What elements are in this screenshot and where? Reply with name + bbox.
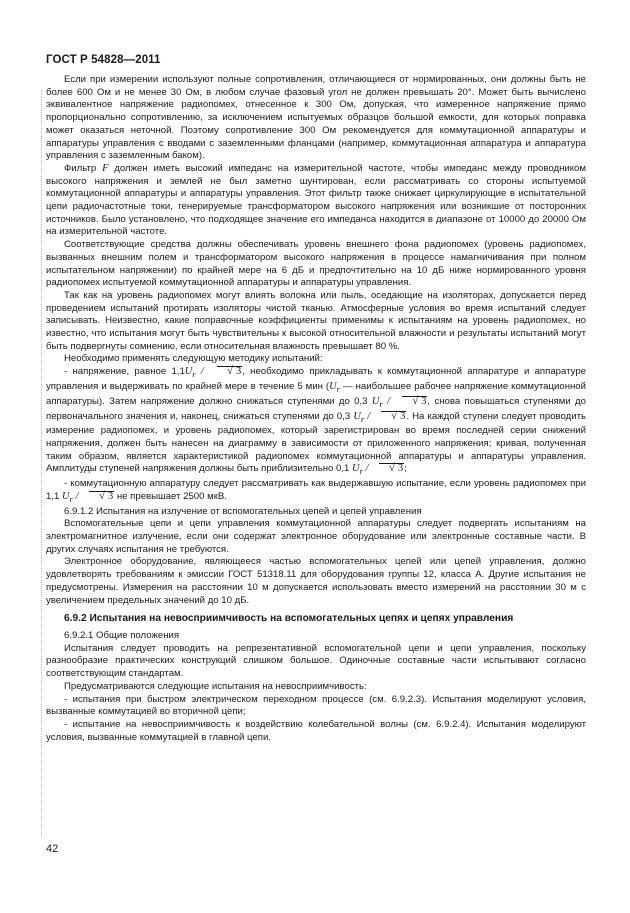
subclause-6-9-2-1: 6.9.2.1 Общие положения	[64, 630, 180, 641]
formula-ur-sqrt3: $U_r$ / √ 3	[352, 463, 404, 474]
paragraph-immunity-tests-intro: Предусматриваются следующие испытания на невосприимчивость:	[64, 680, 367, 692]
paragraph-electronic-equipment: Электронное оборудование, являющееся частью вспомогательных цепей или цепей управления, должно удовлетворять требованиям к эмиссии ГОСТ 51318.11 для оборудования группы 12, класса А. Другие испытания не предусмотрены. Измерения на расстоянии 10 м допускается использовать вместо измерений на расстоянии 30 м с увеличением предельных значений до 10 дБ.	[46, 556, 586, 606]
document-body	[46, 74, 586, 744]
paragraph-filter: Фильтр F должен иметь высокий импеданс на измерительной частоте, чтобы импеданс между проводником высокого напряжения и землей не был заметно шунтирован, если рассматривать со стороны испытуемой коммутационной аппаратуры и аппаратуры управления. Этот фильтр также снижает циркулирующие в испытательной цепи радиочастотные токи, генерируемые трансформатором высокого напряжения или возникшие от посторонних источников. Было установлено, что подходящее значение его импеданса находится в диапазоне от 10000 до 20000 Ом на измерительной частоте.	[46, 162, 586, 238]
paragraph-background-level: Соответствующие средства должны обеспечивать уровень внешнего фона радиопомех (уровень радиопомех, вызванных внешним полем и трансформатором высокого напряжения в процессе намагничивания при полном испытательном напряжении) по крайней мере на 6 дБ и предпочтительно на 10 дБ ниже нормированного уровня радиопомех испытуемой коммутационной аппаратуры и аппаратуры управления.	[46, 239, 586, 289]
formula-ur-sqrt3: $U_r$ / √ 3	[353, 411, 406, 422]
paragraph-cleaning: Так как на уровень радиопомех могут влиять волокна или пыль, оседающие на изоляторах, допускается перед проведением испытаний протирать изоляторы чистой тканью. Атмосферные условия во время испытаний следует записывать. Неизвестно, какие поправочные коэффициенты применимы к испытаниям на уровень радиопомех, но известно, что испытания могут быть чувствительны к высокой относительной влажности и результаты испытаний могут быть подвергнуты сомнению, если относительная влажность превышает 80 %.	[46, 289, 586, 352]
paragraph-voltage-procedure: - напряжение, равное $1,1U_r$ / √ 3, необходимо прикладывать к коммутационной аппаратуре и аппаратуре управления и выдерживать по крайней мере в течение 5 мин ($U_r$ — наибольшее рабочее напряжение коммутационной аппаратуры). Затем напряжение должно снижаться ступенями до 0,3 $U_r$ / √ 3, снова повышаться ступенями до первоначального значения и, наконец, снижаться ступенями до 0,3 $U_r$ / √ 3. На каждой ступени следует проводить измерение радиопомех, и уровень радиопомех, который зарегистрирован во время последней серии снижений напряжения, должен быть нанесен на диаграмму в зависимости от приложенного напряжения; кривая, полученная таким образом, является характеристикой радиопомех коммутационной аппаратуры и аппаратуры управления. Амплитуды ступеней напряжения должны быть приблизительно 0,1 $U_r$ / √ 3;	[46, 366, 586, 478]
paragraph-method-intro: Необходимо применять следующую методику испытаний:	[64, 353, 323, 365]
paragraph-pass-criterion: - коммутационную аппаратуру следует рассматривать как выдержавшую испытание, если уровень радиопомех при 1,1 $U_r$ / √ 3 не превышает 2500 мкВ.	[46, 478, 586, 505]
list-item-fast-transient: - испытания при быстром электрическом переходном процессе (см. 6.9.2.3). Испытания моделируют условия, вызванные коммутацией во вторичной цепи;	[46, 693, 586, 718]
variable-f: F	[102, 162, 109, 174]
paragraph-aux-circuits: Вспомогательные цепи и цепи управления коммутационной аппаратуры следует подвергать испытаниям на электромагнитное излучение, если они содержат электронное оборудование или электронные составные части. В других случаях испытания не требуются.	[46, 518, 586, 555]
formula-ur-sqrt3: $U_r$ / √ 3	[185, 366, 242, 377]
subclause-6-9-1-2: 6.9.1.2 Испытания на излучение от вспомогательных цепей и цепей управления	[64, 505, 422, 517]
page-number: 42	[46, 843, 59, 855]
paragraph-impedance: Если при измерении используют полные сопротивления, отличающиеся от нормированных, они должны быть не более 600 Ом и не менее 30 Ом, в любом случае фазовый угол не должен превышать 20°. Может быть вычислено эквивалентное напряжение радиопомех, отнесенное к 300 Ом, допуская, что измеренное напряжение прямо пропорционально сопротивлению, за исключением испытуемых образцов большой емкости, для которых поправка может оказаться неточной. Поэтому сопротивление 300 Ом рекомендуется для коммутационной аппаратуры и аппаратуры управления с вводами с заземленными фланцами (например, коммутационная аппаратура и аппаратура управления с заземленным баком).	[46, 74, 586, 162]
formula-ur-sqrt3: $U_r$ / √ 3	[62, 491, 114, 502]
heading-6-9-2: 6.9.2 Испытания на невосприимчивость на вспомогательных цепях и цепях управления	[64, 613, 514, 625]
document-header: ГОСТ Р 54828—2011	[46, 54, 161, 66]
list-item-oscillatory-wave: - испытание на невосприимчивость к воздействию колебательной волны (см. 6.9.2.4). Испытания моделируют условия, вызванные коммутацией в главной цепи.	[46, 718, 586, 743]
paragraph-representative-circuit: Испытания следует проводить на репрезентативной вспомогательной цепи и цепи управления, поскольку разнообразие практических конструкций слишком большое. Одиночные составные части испытывают согласно соответствующим стандартам.	[46, 642, 586, 680]
formula-ur-sqrt3: $U_r$ / √ 3	[372, 396, 428, 407]
revision-margin-line	[41, 90, 43, 835]
